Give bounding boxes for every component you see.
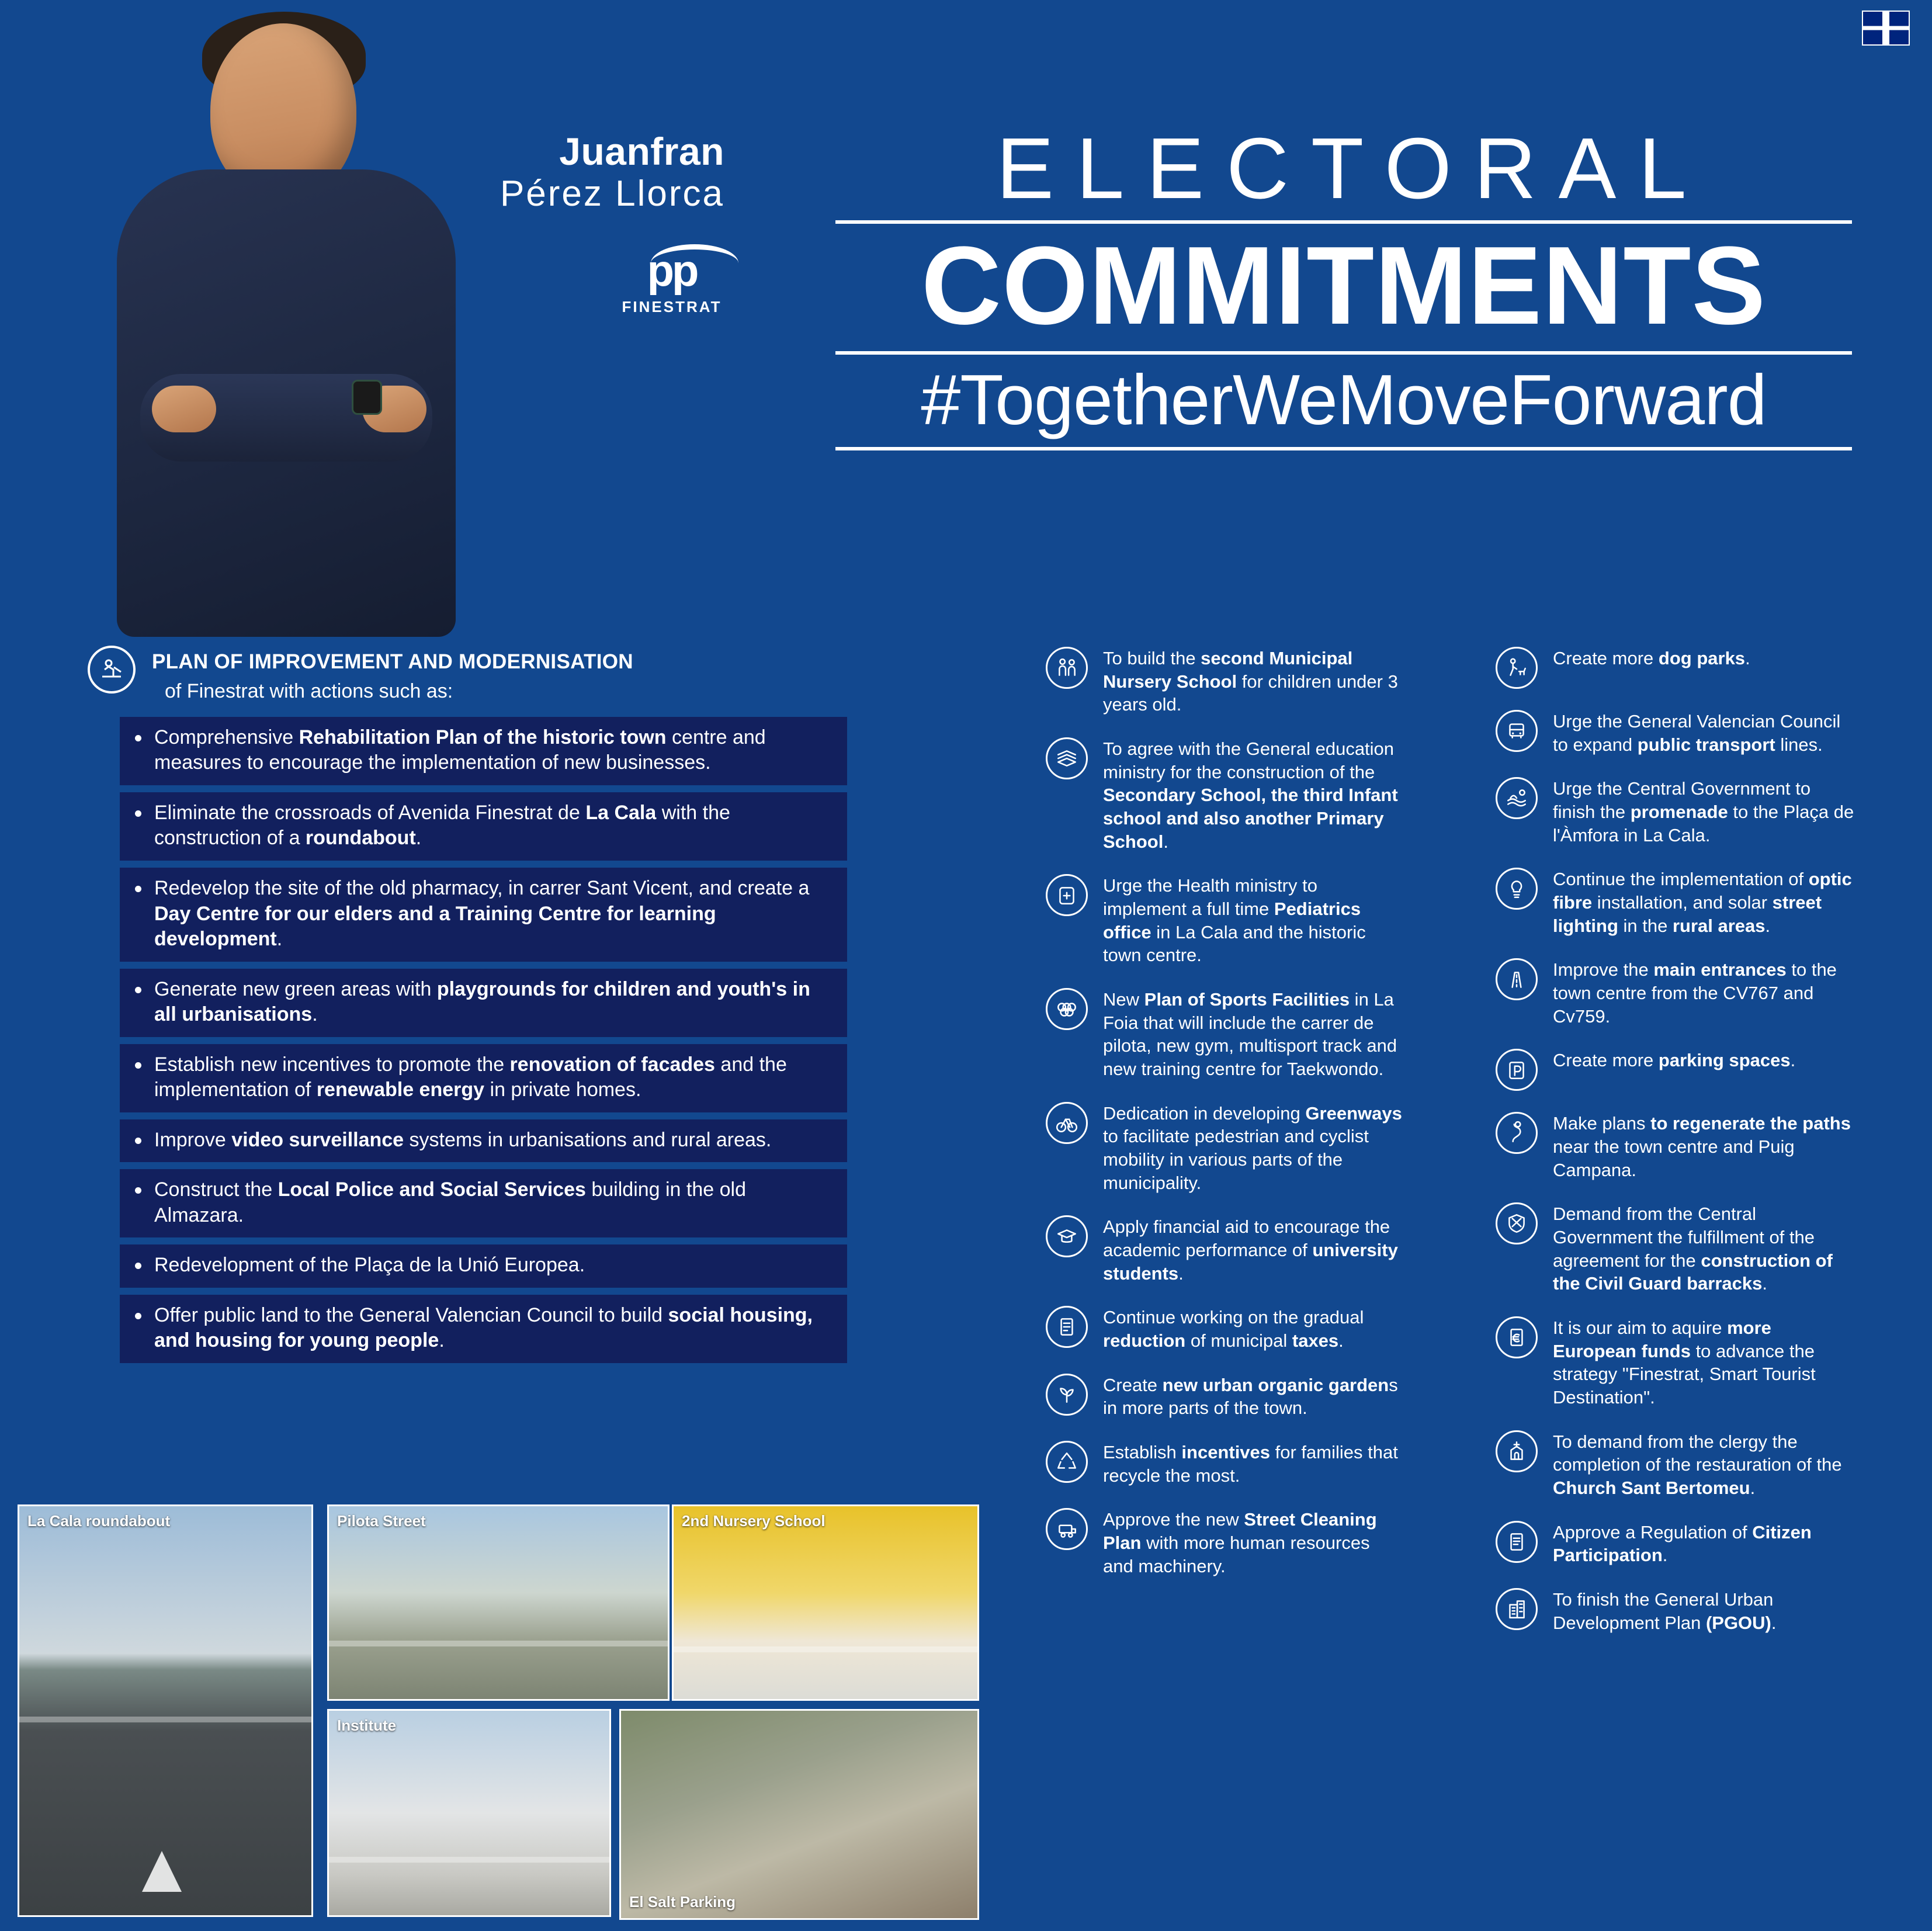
medical-icon xyxy=(1046,874,1088,916)
bullet-dot xyxy=(135,1263,141,1269)
plan-bullet-item xyxy=(120,792,847,861)
plan-section xyxy=(88,646,870,1370)
commitment-item xyxy=(1496,709,1858,756)
commitment-text: Demand from the Central Government the fulfillment of the agreement for the construction of the Civil Guard barracks. xyxy=(1553,1204,1833,1294)
plan-bullet-item xyxy=(120,1244,847,1288)
image-el-salt-parking xyxy=(619,1709,979,1920)
parking-icon xyxy=(1496,1049,1538,1091)
olympic-rings-icon xyxy=(1046,988,1088,1030)
title-block xyxy=(835,120,1852,456)
books-icon xyxy=(1046,737,1088,779)
plan-bullet-item xyxy=(120,1119,847,1163)
document-icon xyxy=(1046,1306,1088,1348)
plan-subtitle: of Finestrat with actions such as: xyxy=(165,680,453,702)
regulation-icon xyxy=(1496,1521,1538,1563)
commitment-text: Make plans to regenerate the paths near the town centre and Puig Campana. xyxy=(1553,1113,1851,1180)
commitment-item xyxy=(1496,1048,1858,1091)
party-mark-text: pp xyxy=(647,246,697,296)
commitment-item xyxy=(1046,1440,1402,1487)
commitment-text: Create more parking spaces. xyxy=(1553,1050,1796,1071)
plan-bullet-text: Redevelopment of the Plaça de la Unió Europea. xyxy=(154,1254,585,1277)
title-rule-mid xyxy=(835,351,1852,355)
roadworks-icon xyxy=(88,646,136,694)
bullet-dot xyxy=(135,1187,141,1194)
plan-bullet-text: Establish new incentives to promote the renovation of facades and the implementation of renewable energy in private homes. xyxy=(154,1053,787,1101)
portrait-watch xyxy=(352,380,382,415)
path-icon xyxy=(1496,1112,1538,1154)
commitment-text: To finish the General Urban Development Plan (PGOU). xyxy=(1553,1589,1777,1633)
title-hashtag: #TogetherWeMoveForward xyxy=(921,359,1767,439)
promenade-icon xyxy=(1496,777,1538,819)
commitment-item xyxy=(1046,987,1402,1081)
bus-icon xyxy=(1496,710,1538,752)
commitment-item xyxy=(1046,1372,1402,1420)
title-commitments: COMMITMENTS xyxy=(921,224,1767,348)
dog-walk-icon xyxy=(1496,647,1538,689)
commitment-text: Create new urban organic gardens in more parts of the town. xyxy=(1103,1374,1398,1419)
commitment-text: Urge the General Valencian Council to expand public transport lines. xyxy=(1553,711,1841,755)
commitment-item xyxy=(1046,1101,1402,1195)
commitment-item xyxy=(1496,1111,1858,1181)
uk-flag-icon[interactable] xyxy=(1862,11,1910,46)
image-institute xyxy=(327,1709,611,1917)
bulb-icon xyxy=(1496,868,1538,910)
commitment-text: Continue working on the gradual reduction of municipal taxes. xyxy=(1103,1307,1364,1351)
bicycle-icon xyxy=(1046,1102,1088,1144)
commitment-text: Establish incentives for families that recycle the most. xyxy=(1103,1442,1398,1486)
commitment-text: Continue the implementation of optic fibre installation, and solar street lighting in the rural areas. xyxy=(1553,869,1852,936)
urban-plan-icon xyxy=(1496,1588,1538,1630)
bullet-dot xyxy=(135,987,141,993)
title-rule-bottom xyxy=(835,447,1852,450)
commitment-text: To agree with the General education ministry for the construction of the Secondary School, the third Infant school and also another Primary School. xyxy=(1103,739,1398,852)
plan-bullet-text: Eliminate the crossroads of Avenida Finestrat de La Cala with the construction of a roundabout. xyxy=(154,801,730,850)
plan-bullet-item xyxy=(120,868,847,962)
plan-header xyxy=(88,646,870,704)
commitment-item xyxy=(1496,1587,1858,1634)
euro-funds-icon xyxy=(1496,1316,1538,1358)
commitment-item xyxy=(1046,1305,1402,1352)
bullet-dot xyxy=(135,810,141,817)
plan-bullet-text: Offer public land to the General Valencian Council to build social housing, and housing for young people. xyxy=(154,1303,813,1352)
image-caption: 2nd Nursery School xyxy=(682,1512,825,1530)
commitment-text: Urge the Central Government to finish the promenade to the Plaça de l'Àmfora in La Cala. xyxy=(1553,778,1854,845)
bullet-dot xyxy=(135,1138,141,1144)
civil-guard-icon xyxy=(1496,1202,1538,1244)
plan-bullet-list xyxy=(120,717,847,1363)
bullet-dot xyxy=(135,886,141,892)
plan-bullet-item xyxy=(120,1169,847,1237)
party-logo xyxy=(616,245,727,316)
bullet-dot xyxy=(135,1313,141,1319)
recycle-icon xyxy=(1046,1441,1088,1483)
commitment-text: Apply financial aid to encourage the academic performance of university students. xyxy=(1103,1216,1398,1284)
commitments-column-middle xyxy=(1046,646,1402,1598)
commitment-item xyxy=(1046,736,1402,853)
commitment-item xyxy=(1046,1214,1402,1285)
commitments-column-right xyxy=(1496,646,1858,1654)
road-entrance-icon xyxy=(1496,958,1538,1000)
commitment-text: New Plan of Sports Facilities in La Foia that will include the carrer de pilota, new gym, multisport track and new training centre for Taekwondo. xyxy=(1103,989,1397,1080)
project-image-grid xyxy=(12,1493,981,1925)
image-caption: Institute xyxy=(337,1717,397,1734)
plan-title: PLAN OF IMPROVEMENT AND MODERNISATION xyxy=(152,650,633,673)
party-mark xyxy=(640,245,704,294)
street-sweeper-icon xyxy=(1046,1508,1088,1550)
commitment-item xyxy=(1496,866,1858,937)
image-2nd-nursery-school xyxy=(672,1504,979,1701)
commitment-text: To demand from the clergy the completion of the restauration of the Church Sant Bertomeu. xyxy=(1553,1431,1842,1499)
image-caption: Pilota Street xyxy=(337,1512,426,1530)
commitment-text: Create more dog parks. xyxy=(1553,648,1750,668)
bullet-dot xyxy=(135,735,141,741)
commitment-text: Approve the new Street Cleaning Plan with more human resources and machinery. xyxy=(1103,1509,1377,1576)
commitment-item xyxy=(1496,776,1858,847)
commitment-text: Approve a Regulation of Citizen Participation. xyxy=(1553,1521,1812,1566)
party-town-label: FINESTRAT xyxy=(622,298,722,316)
plan-bullet-text: Construct the Local Police and Social Services building in the old Almazara. xyxy=(154,1178,746,1226)
road-arrow-marking xyxy=(142,1851,182,1892)
commitment-item xyxy=(1496,1201,1858,1295)
bullet-dot xyxy=(135,1062,141,1069)
plan-bullet-text: Redevelop the site of the old pharmacy, in carrer Sant Vicent, and create a Day Centre for our elders and a Training Centre for learning development. xyxy=(154,877,810,951)
plan-bullet-text: Comprehensive Rehabilitation Plan of the historic town centre and measures to encourage the implementation of new businesses. xyxy=(154,726,766,774)
commitment-item xyxy=(1046,1507,1402,1578)
image-caption: El Salt Parking xyxy=(629,1893,736,1911)
garden-icon xyxy=(1046,1374,1088,1416)
graduate-icon xyxy=(1046,1215,1088,1257)
commitment-text: It is our aim to aquire more European funds to advance the strategy "Finestrat, Smart Tourist Destination". xyxy=(1553,1318,1816,1408)
church-icon xyxy=(1496,1430,1538,1472)
candidate-portrait xyxy=(88,0,555,637)
commitment-item xyxy=(1496,646,1858,689)
plan-bullet-item xyxy=(120,717,847,785)
candidate-name xyxy=(432,131,724,214)
commitment-item xyxy=(1046,873,1402,967)
portrait-hand-left xyxy=(152,386,216,432)
image-pilota-street xyxy=(327,1504,670,1701)
title-electoral: ELECTORAL xyxy=(996,120,1709,217)
plan-bullet-item xyxy=(120,969,847,1037)
commitment-item xyxy=(1496,957,1858,1028)
commitment-item xyxy=(1496,1520,1858,1567)
plan-bullet-item xyxy=(120,1044,847,1112)
commitment-text: To build the second Municipal Nursery School for children under 3 years old. xyxy=(1103,648,1398,715)
image-la-cala-roundabout xyxy=(18,1504,313,1917)
candidate-first-name: Juanfran xyxy=(559,130,724,173)
commitment-text: Dedication in developing Greenways to facilitate pedestrian and cyclist mobility in various parts of the municipality. xyxy=(1103,1103,1402,1193)
children-icon xyxy=(1046,647,1088,689)
commitment-item xyxy=(1046,646,1402,716)
commitment-text: Urge the Health ministry to implement a full time Pediatrics office in La Cala and the historic town centre. xyxy=(1103,875,1366,966)
plan-bullet-text: Improve video surveillance systems in urbanisations and rural areas. xyxy=(154,1128,772,1151)
image-caption: La Cala roundabout xyxy=(27,1512,171,1530)
candidate-last-name: Pérez Llorca xyxy=(500,174,724,214)
commitment-item xyxy=(1496,1315,1858,1409)
commitment-text: Improve the main entrances to the town centre from the CV767 and Cv759. xyxy=(1553,959,1837,1027)
plan-bullet-text: Generate new green areas with playgrounds for children and youth's in all urbanisations. xyxy=(154,977,810,1026)
plan-bullet-item xyxy=(120,1295,847,1363)
commitment-item xyxy=(1496,1429,1858,1500)
